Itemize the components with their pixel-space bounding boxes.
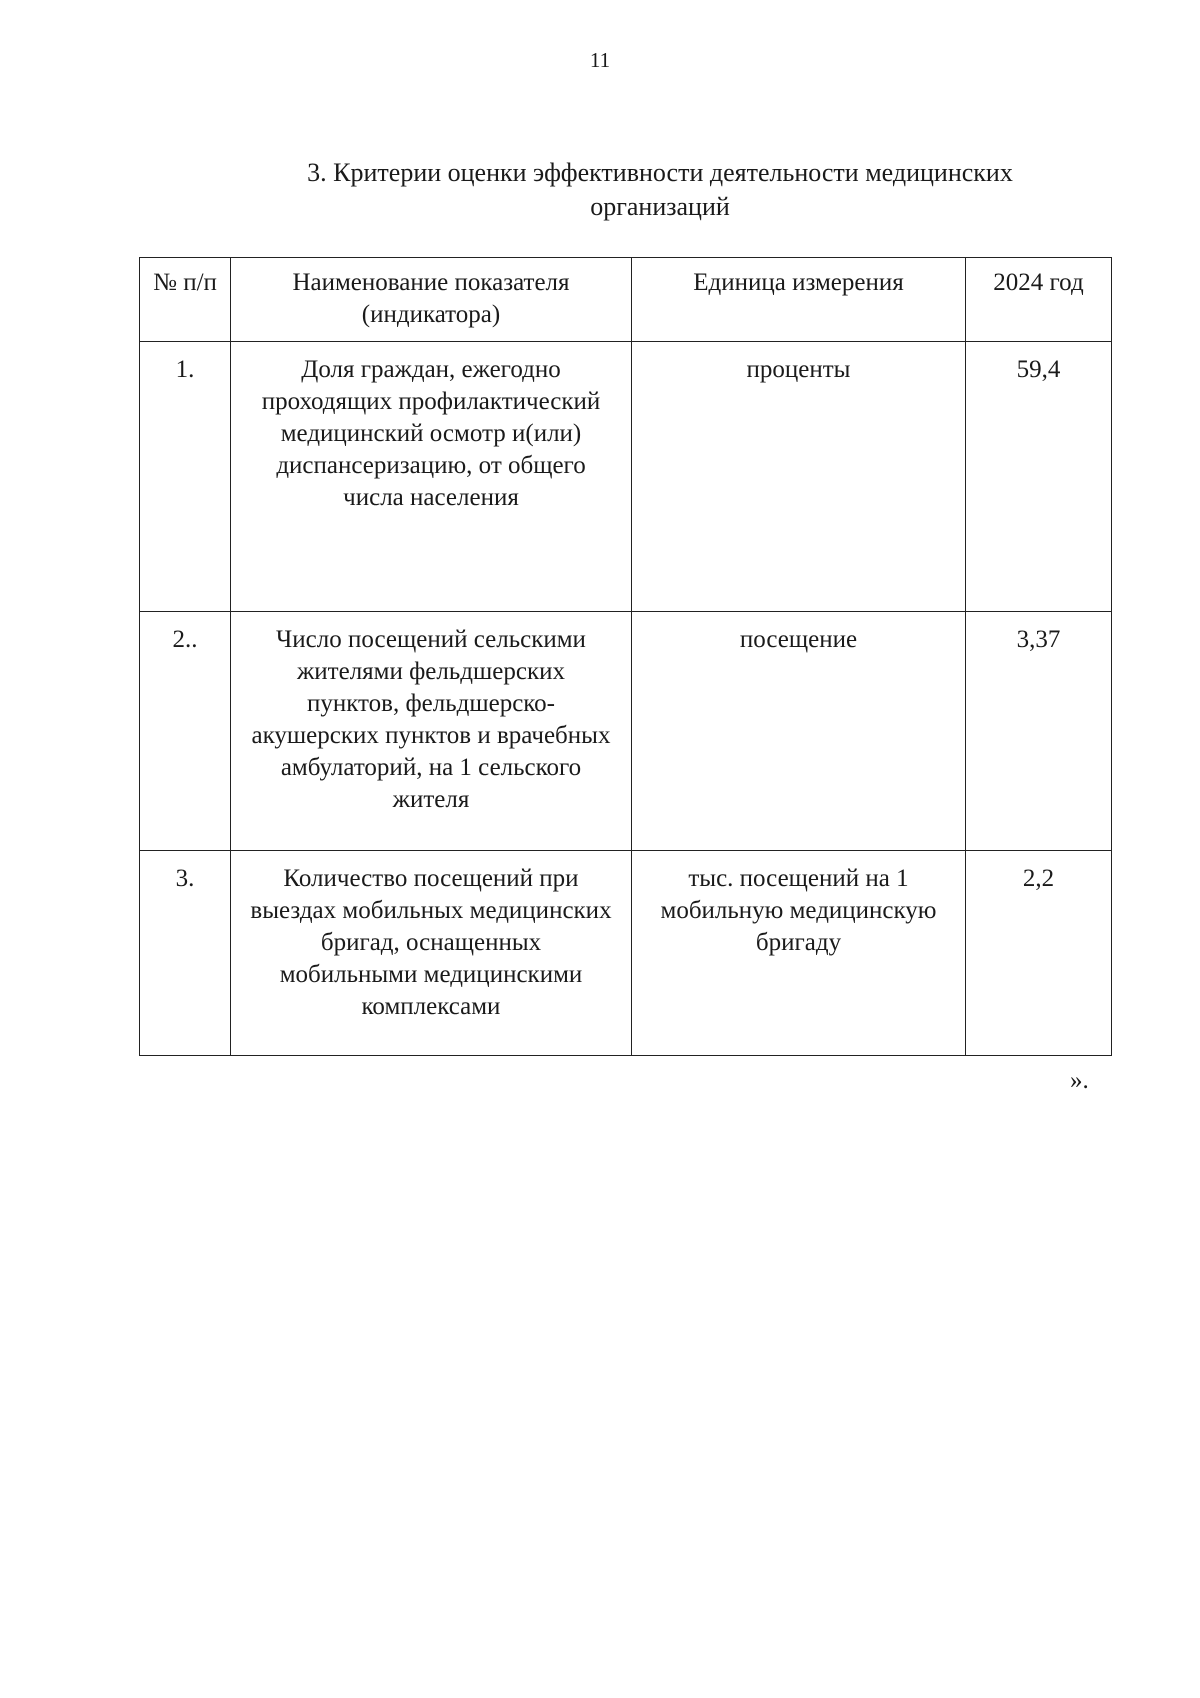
row-unit: посещение bbox=[632, 612, 966, 851]
table-row bbox=[140, 612, 1112, 851]
row-number: 3. bbox=[140, 851, 231, 1056]
header-number: № п/п bbox=[140, 258, 231, 342]
row-indicator-name: Доля граждан, ежегодно проходящих профилактический медицинский осмотр и(или) диспансеризацию, от общего числа населения bbox=[231, 342, 632, 612]
row-number: 2.. bbox=[140, 612, 231, 851]
row-value: 2,2 bbox=[966, 851, 1112, 1056]
row-unit: тыс. посещений на 1 мобильную медицинскую бригаду bbox=[632, 851, 966, 1056]
header-year: 2024 год bbox=[966, 258, 1112, 342]
closing-quote-mark: ». bbox=[1070, 1067, 1089, 1094]
header-unit: Единица измерения bbox=[632, 258, 966, 342]
header-name: Наименование показателя (индикатора) bbox=[231, 258, 632, 342]
table-header-row bbox=[140, 258, 1112, 342]
section-title bbox=[250, 156, 1070, 224]
table-row bbox=[140, 342, 1112, 612]
row-indicator-name: Число посещений сельскими жителями фельдшерских пунктов, фельдшерско-акушерских пунктов и врачебных амбулаторий, на 1 сельского жителя bbox=[231, 612, 632, 851]
row-value: 59,4 bbox=[966, 342, 1112, 612]
section-title-line1: 3. Критерии оценки эффективности деятельности медицинских bbox=[307, 158, 1013, 187]
row-unit: проценты bbox=[632, 342, 966, 612]
row-value: 3,37 bbox=[966, 612, 1112, 851]
row-number: 1. bbox=[140, 342, 231, 612]
row-indicator-name: Количество посещений при выездах мобильных медицинских бригад, оснащенных мобильными медицинскими комплексами bbox=[231, 851, 632, 1056]
table-row bbox=[140, 851, 1112, 1056]
section-title-line2: организаций bbox=[590, 192, 730, 221]
criteria-table bbox=[139, 257, 1112, 1056]
page-number: 11 bbox=[589, 48, 611, 72]
